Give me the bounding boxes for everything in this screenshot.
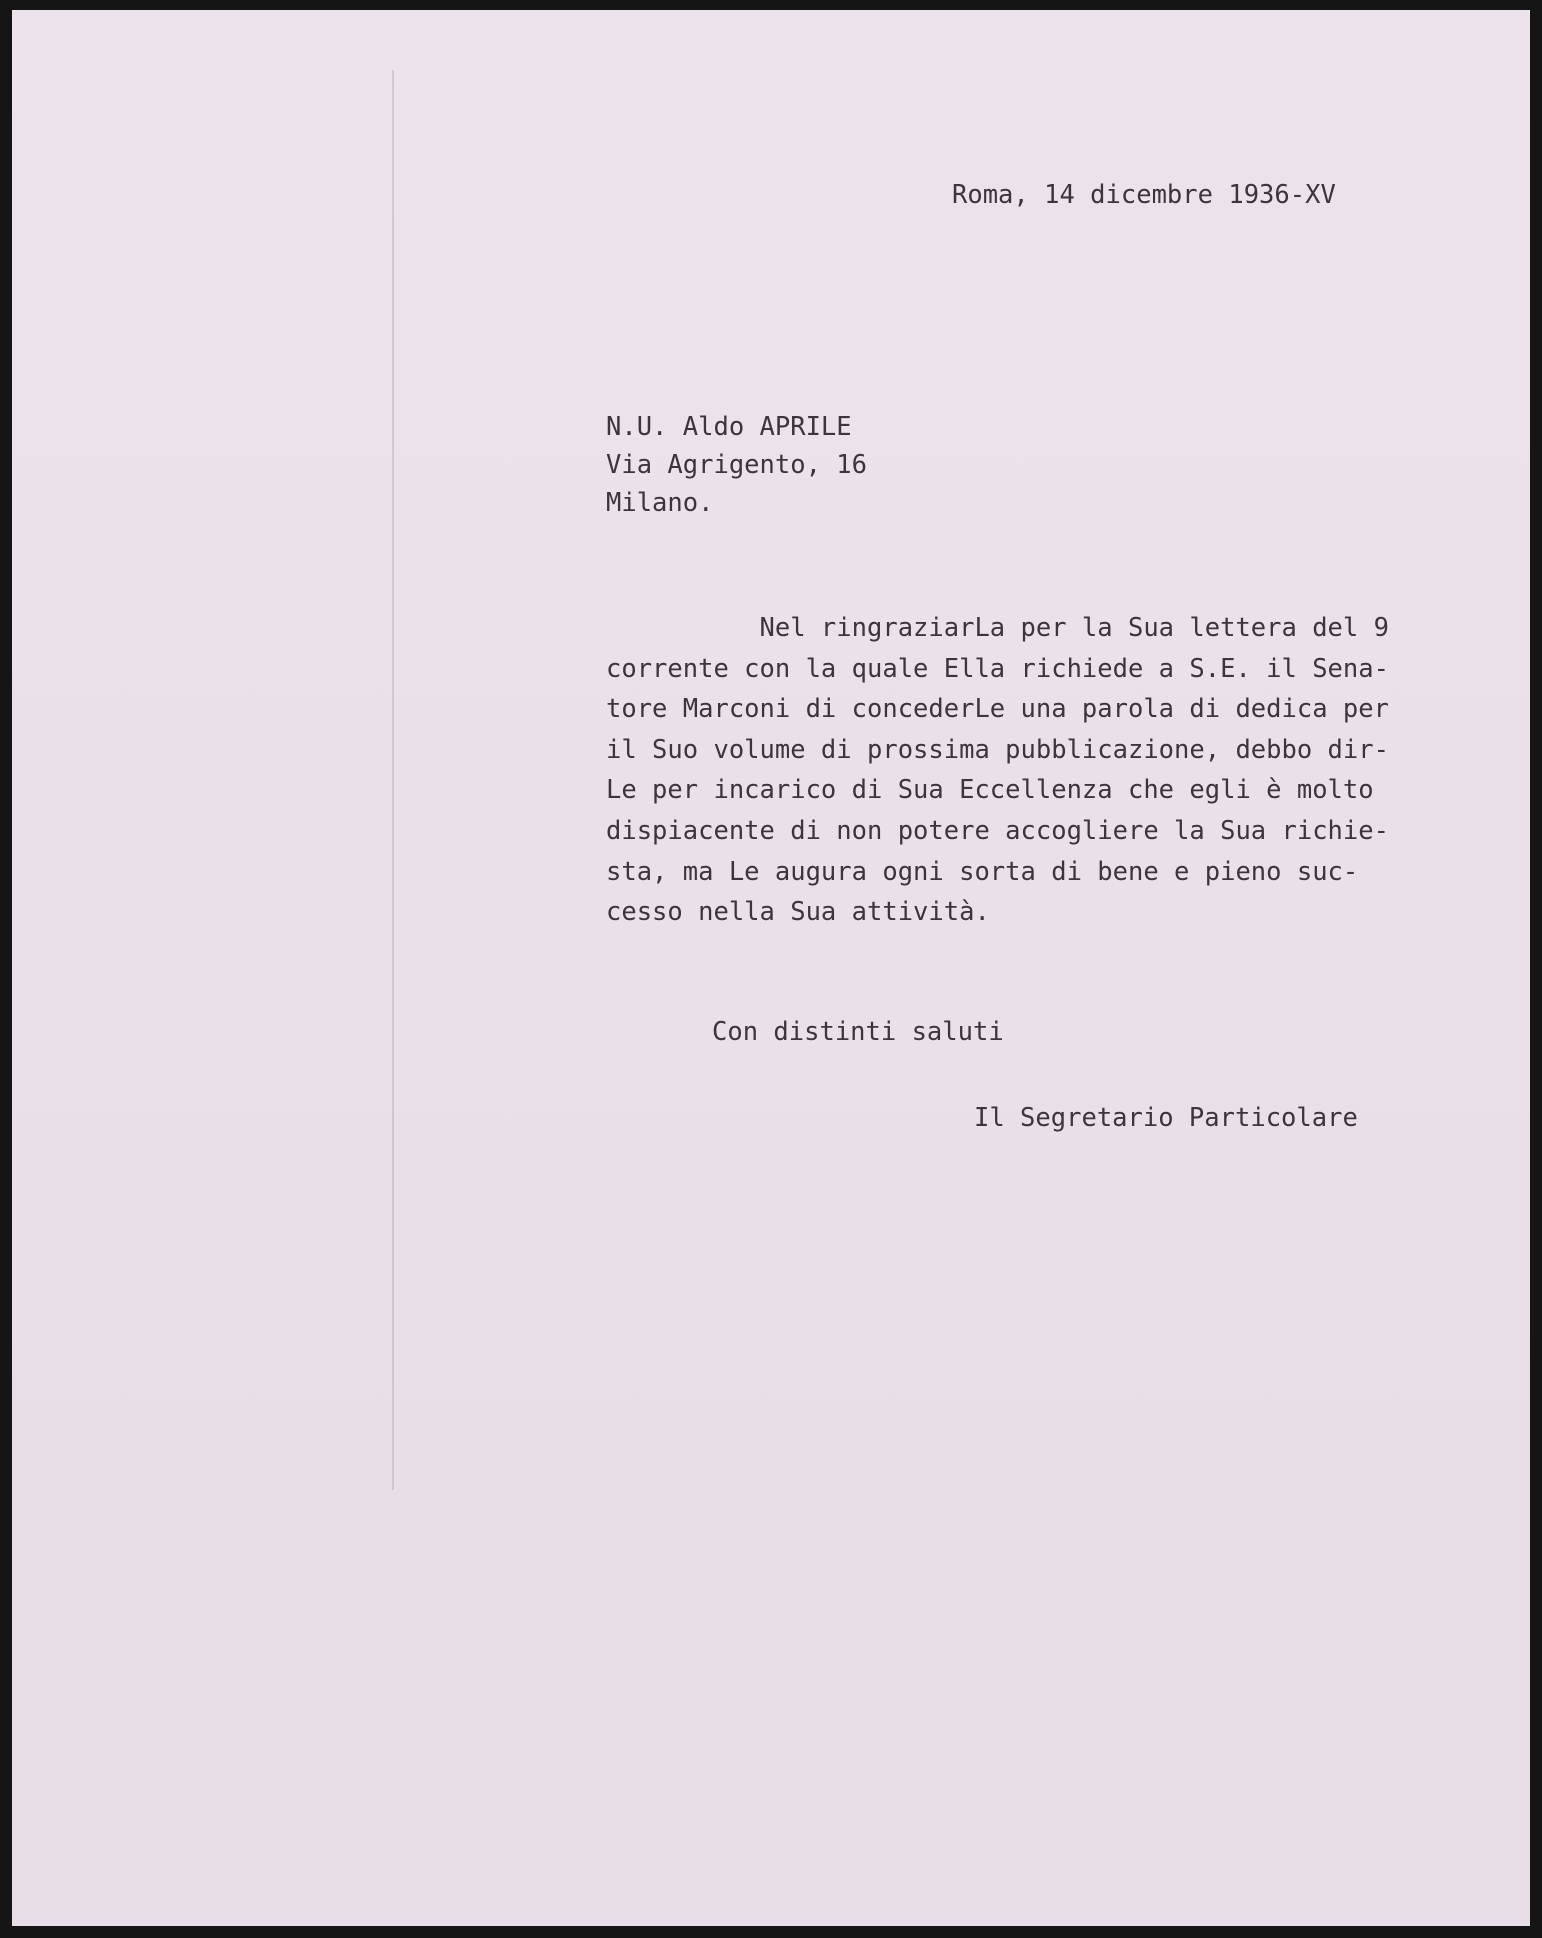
body-line: Le per incarico di Sua Eccellenza che egli è molto: [606, 775, 1374, 806]
body-line: cesso nella Sua attività.: [606, 897, 990, 928]
letter-closing: Con distinti saluti: [712, 1017, 1004, 1047]
paper-fold-line: [392, 70, 394, 1490]
letter-date: Roma, 14 dicembre 1936-XV: [952, 180, 1336, 210]
recipient-street: Via Agrigento, 16: [606, 450, 867, 480]
letter-body: [606, 608, 1389, 933]
signature-title: Il Segretario Particolare: [974, 1103, 1358, 1133]
recipient-city: Milano.: [606, 488, 714, 518]
body-line: corrente con la quale Ella richiede a S.E. il Sena-: [606, 653, 1389, 684]
body-line: Nel ringraziarLa per la Sua lettera del 9: [606, 613, 1389, 643]
letter-page: [12, 10, 1530, 1926]
body-line: il Suo volume di prossima pubblicazione, debbo dir-: [606, 734, 1389, 765]
recipient-address: [606, 408, 867, 522]
recipient-name: N.U. Aldo APRILE: [606, 412, 852, 442]
body-line: dispiacente di non potere accogliere la Sua richie-: [606, 815, 1389, 846]
body-line: sta, ma Le augura ogni sorta di bene e pieno suc-: [606, 856, 1359, 887]
body-line: tore Marconi di concederLe una parola di dedica per: [606, 694, 1389, 725]
